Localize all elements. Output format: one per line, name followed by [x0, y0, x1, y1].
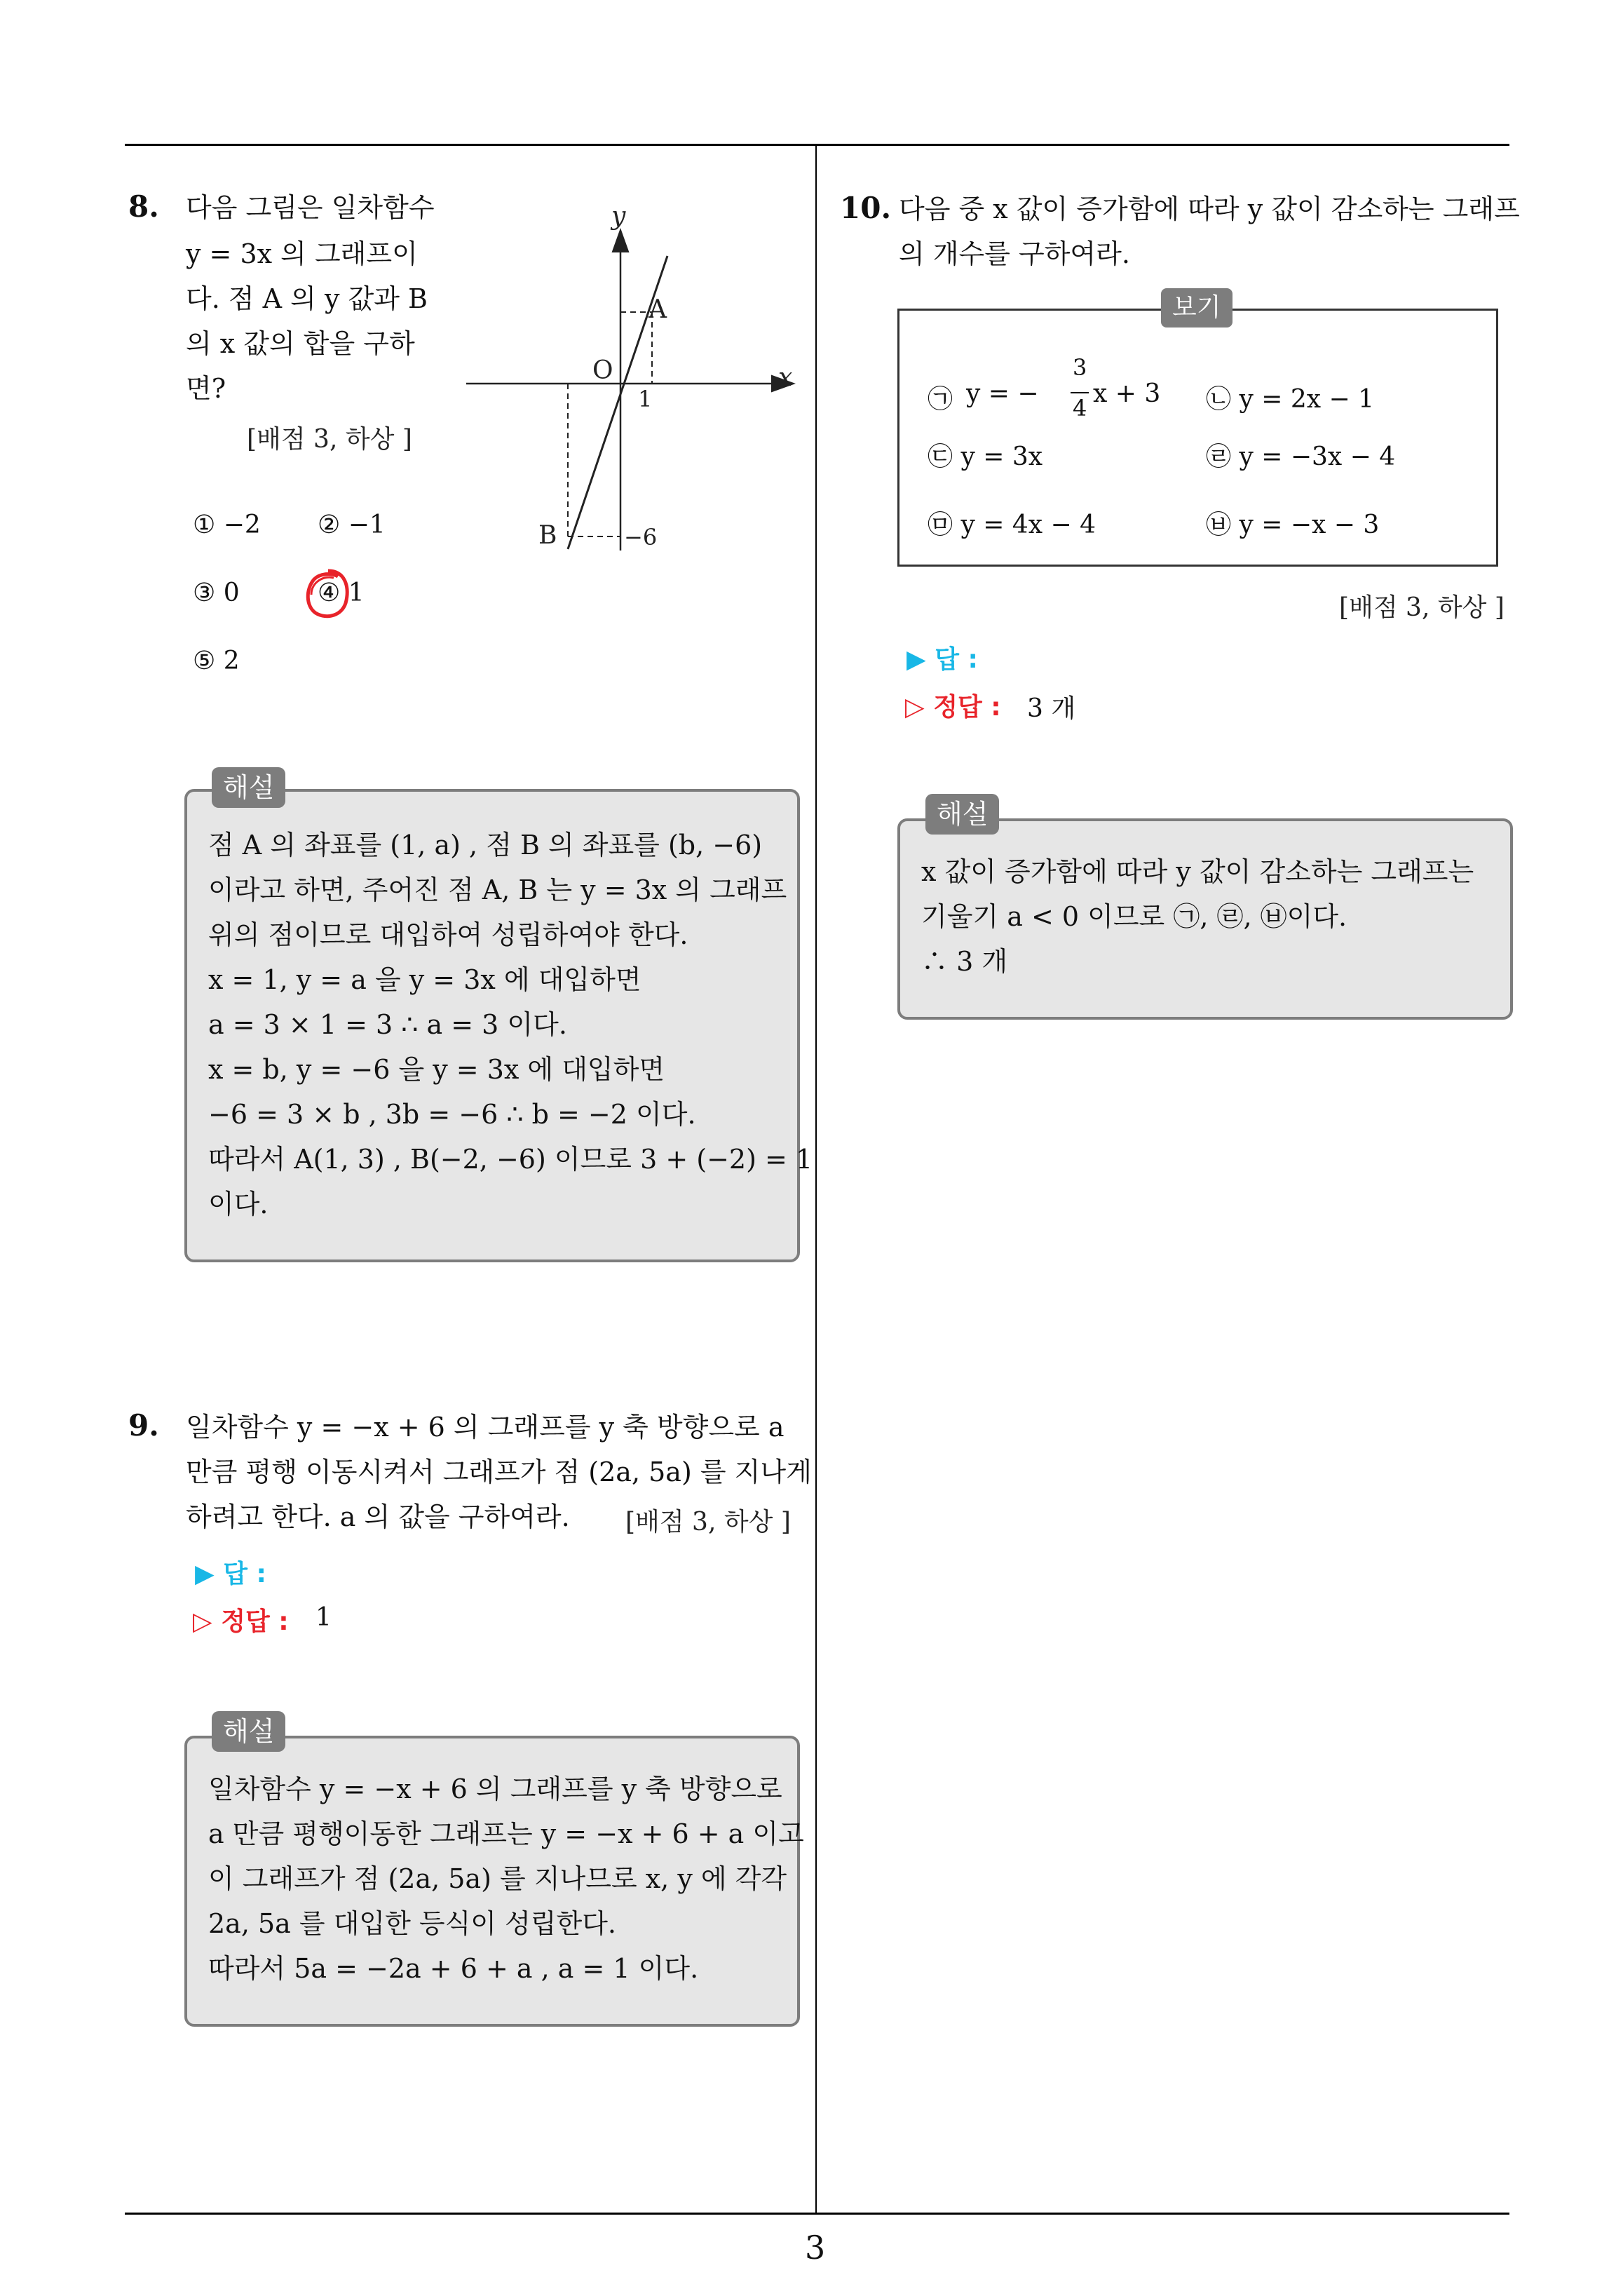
question-number: 9. [128, 1408, 159, 1443]
solution-tag: 해설 [212, 767, 285, 808]
option-4[interactable]: ④ 1 [318, 579, 365, 607]
solution-line: 2a, 5a 를 대입한 등식이 성립한다. [208, 1908, 617, 1939]
question-text-line: 의 개수를 구하여라. [899, 238, 1130, 269]
solution-line: −6 = 3 × b , 3b = −6 ∴ b = −2 이다. [208, 1099, 696, 1130]
solution-line: 이다. [208, 1189, 269, 1220]
y-axis-label: y [611, 202, 626, 231]
solution-line: 따라서 5a = −2a + 6 + a , a = 1 이다. [208, 1953, 699, 1984]
solution-tag: 해설 [212, 1711, 285, 1752]
question-text-line: 다음 중 x 값이 증가함에 따라 y 값이 감소하는 그래프 [899, 194, 1520, 224]
solution-line: 이 그래프가 점 (2a, 5a) 를 지나므로 x, y 에 각각 [208, 1863, 787, 1894]
option-5[interactable]: ⑤ 2 [193, 647, 240, 675]
bogi-item-b: ㉡ y = 2x − 1 [1206, 385, 1374, 414]
question-text-line: 하려고 한다. a 의 값을 구하여라. [186, 1501, 570, 1532]
option-2[interactable]: ② −1 [318, 511, 386, 539]
question-text-line: 면? [186, 373, 226, 404]
correct-answer-label: ▷ 정답 : [193, 1607, 289, 1636]
score-label: [배점 3, 하상 ] [1339, 593, 1505, 622]
selected-answer-circle-icon [303, 567, 352, 623]
bogi-item-c: ㉢ y = 3x [928, 443, 1043, 471]
question-text-line: 의 x 값의 합을 구하 [186, 328, 415, 359]
correct-answer-value: 3 개 [1027, 694, 1076, 723]
bogi-mark: ㉠ [928, 385, 953, 414]
solution-line: 이라고 하면, 주어진 점 A, B 는 y = 3x 의 그래프 [208, 874, 787, 905]
score-label: [배점 3, 하상 ] [625, 1508, 791, 1537]
solution-line: x 값이 증가함에 따라 y 값이 감소하는 그래프는 [921, 856, 1474, 887]
column-divider [815, 144, 817, 2213]
score-label: [배점 3, 하상 ] [247, 425, 412, 454]
bogi-formula-prefix: y = − [966, 379, 1039, 408]
origin-label: O [592, 356, 613, 385]
solution-line: 위의 점이므로 대입하여 성립하여야 한다. [208, 919, 688, 950]
solution-line: a 만큼 평행이동한 그래프는 y = −x + 6 + a 이고 [208, 1818, 804, 1849]
correct-answer-value: 1 [315, 1603, 332, 1632]
fraction-numerator: 3 [1073, 354, 1087, 381]
solution-box [184, 1736, 804, 2027]
fraction-bar [1071, 392, 1089, 393]
point-a-label: A [648, 295, 667, 324]
option-1[interactable]: ① −2 [193, 511, 261, 539]
solution-line: 일차함수 y = −x + 6 의 그래프를 y 축 방향으로 [208, 1774, 782, 1804]
top-rule [125, 144, 1509, 146]
question-number: 10. [840, 191, 892, 225]
tick-1-label: 1 [638, 386, 653, 412]
x-axis-label: x [778, 363, 793, 392]
solution-line: ∴ 3 개 [921, 946, 1008, 977]
question-text-line: y = 3x 의 그래프이 [186, 238, 418, 269]
answer-label: ▶ 답 : [906, 645, 978, 674]
tick-neg6-label: −6 [624, 524, 658, 551]
question-number: 8. [128, 189, 159, 224]
solution-tag: 해설 [925, 794, 999, 835]
bogi-item-d: ㉣ y = −3x − 4 [1206, 443, 1396, 471]
bottom-rule [125, 2213, 1509, 2215]
bogi-item-f: ㉥ y = −x − 3 [1206, 511, 1380, 539]
question-text-line: 만큼 평행 이동시켜서 그래프가 점 (2a, 5a) 를 지나게 [186, 1457, 812, 1487]
point-b-label: B [538, 521, 557, 550]
solution-line: 점 A 의 좌표를 (1, a) , 점 B 의 좌표를 (b, −6) [208, 830, 763, 860]
solution-line: x = b, y = −6 을 y = 3x 에 대입하면 [208, 1054, 665, 1085]
linear-graph [456, 200, 806, 565]
question-text-line: 일차함수 y = −x + 6 의 그래프를 y 축 방향으로 a [186, 1412, 785, 1443]
solution-box [897, 818, 1513, 1020]
solution-line: 기울기 a < 0 이므로 ㉠, ㉣, ㉥이다. [921, 901, 1347, 932]
solution-line: 따라서 A(1, 3) , B(−2, −6) 이므로 3 + (−2) = 1 [208, 1144, 813, 1175]
page-number: 3 [805, 2229, 826, 2267]
bogi-formula-suffix: x + 3 [1093, 379, 1161, 408]
solution-line: a = 3 × 1 = 3 ∴ a = 3 이다. [208, 1009, 567, 1040]
question-text-line: 다음 그림은 일차함수 [186, 192, 435, 223]
solution-box [184, 789, 813, 1262]
fraction-denominator: 4 [1073, 395, 1087, 421]
answer-label: ▶ 답 : [195, 1560, 266, 1588]
correct-answer-label: ▷ 정답 : [905, 693, 1001, 722]
bogi-item-e: ㉤ y = 4x − 4 [928, 511, 1096, 539]
solution-line: x = 1, y = a 을 y = 3x 에 대입하면 [208, 964, 641, 995]
option-3[interactable]: ③ 0 [193, 579, 240, 607]
bogi-box [897, 309, 1498, 567]
bogi-tag: 보기 [1161, 288, 1232, 327]
question-text-line: 다. 점 A 의 y 값과 B [186, 283, 428, 314]
